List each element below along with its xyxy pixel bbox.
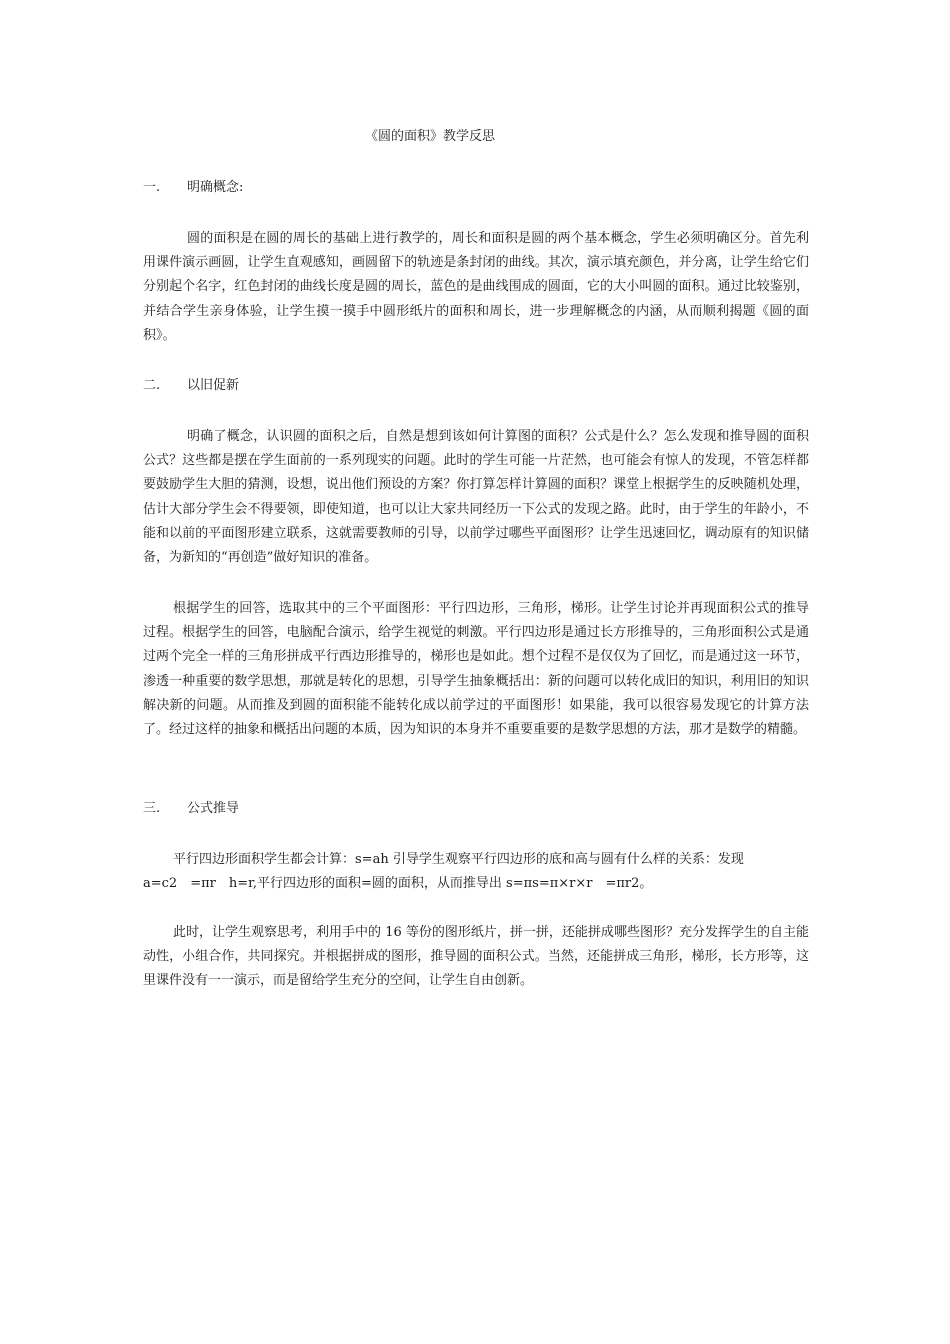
paragraph: 明确了概念，认识圆的面积之后，自然是想到该如何计算图的面积？公式是什么？怎么发现和推导圆的面积公式？这些都是摆在学生面前的一系列现实的问题。此时的学生可能一片茫然，也可能会有惊人的发现，不管怎样都要鼓励学生大胆的猜测，设想，说出他们预设的方案？你打算怎样计算圆的面积？课堂上根据学生的反映随机处理，估计大部分学生会不得要领，即使知道，也可以让大家共同经历一下公式的发现之路。此时，由于学生的年龄小，不能和以前的平面图形建立联系，这就需要教师的引导，以前学过哪些平面图形？让学生迅速回忆，调动原有的知识储备，为新知的“再创造”做好知识的准备。 <box>143 429 809 566</box>
section-heading-3 <box>143 799 239 819</box>
section-number: 二. <box>143 378 161 393</box>
paragraph: 根据学生的回答，选取其中的三个平面图形：平行四边形，三角形，梯形。让学生讨论并再现面积公式的推导过程。根据学生的回答，电脑配合演示，给学生视觉的刺激。平行四边形是通过长方形推导的，三角形面积公式是通过两个完全一样的三角形拼成平行西边形推导的，梯形也是如此。想个过程不是仅仅为了回忆，而是通过这一环节，渗透一种重要的数学思想，那就是转化的思想，引导学生抽象概括出：新的问题可以转化成旧的知识，利用旧的知识解决新的问题。从而推及到圆的面积能不能转化成以前学过的平面图形！如果能，我可以很容易发现它的计算方法了。经过这样的抽象和概括出问题的本质，因为知识的本身并不重要重要的是数学思想的方法，那才是数学的精髓。 <box>143 601 809 738</box>
section-title: 以旧促新 <box>187 378 240 393</box>
paragraph: 圆的面积是在圆的周长的基础上进行教学的，周长和面积是圆的两个基本概念，学生必须明确区分。首先利用课件演示画圆，让学生直观感知，画圆留下的轨迹是条封闭的曲线。其次，演示填充颜色，并分离，让学生给它们分别起个名字，红色封闭的曲线长度是圆的周长，蓝色的是曲线围成的圆面，它的大小叫圆的面积。通过比较鉴别，并结合学生亲身体验，让学生摸一摸手中圆形纸片的面积和周长，进一步理解概念的内涵，从而顺利揭题《圆的面积》。 <box>143 231 809 343</box>
paragraph: 此时，让学生观察思考，利用手中的 16 等份的图形纸片，拼一拼，还能拼成哪些图形？充分发挥学生的自主能动性，小组合作，共同探究。并根据拼成的图形，推导圆的面积公式。当然，还能拼成三角形，梯形，长方形等，这里课件没有一一演示，而是留给学生充分的空间，让学生自由创新。 <box>143 925 809 989</box>
section-number: 三. <box>143 801 161 816</box>
section-title: 明确概念: <box>187 180 244 195</box>
section-heading-2 <box>143 376 239 396</box>
section-heading-1 <box>143 178 243 198</box>
formula-line: a=c2 =πr h=r,平行四边形的面积=圆的面积，从而推导出 s=πs=π×r×r =πr2。 <box>143 876 653 891</box>
formula-line: 平行四边形面积学生都会计算：s=ah 引导学生观察平行四边形的底和高与圆有什么样的关系：发现 <box>173 852 744 867</box>
section-number: 一. <box>143 180 161 195</box>
section-title: 公式推导 <box>187 801 240 816</box>
document-title: 《圆的面积》教学反思 <box>364 129 495 144</box>
